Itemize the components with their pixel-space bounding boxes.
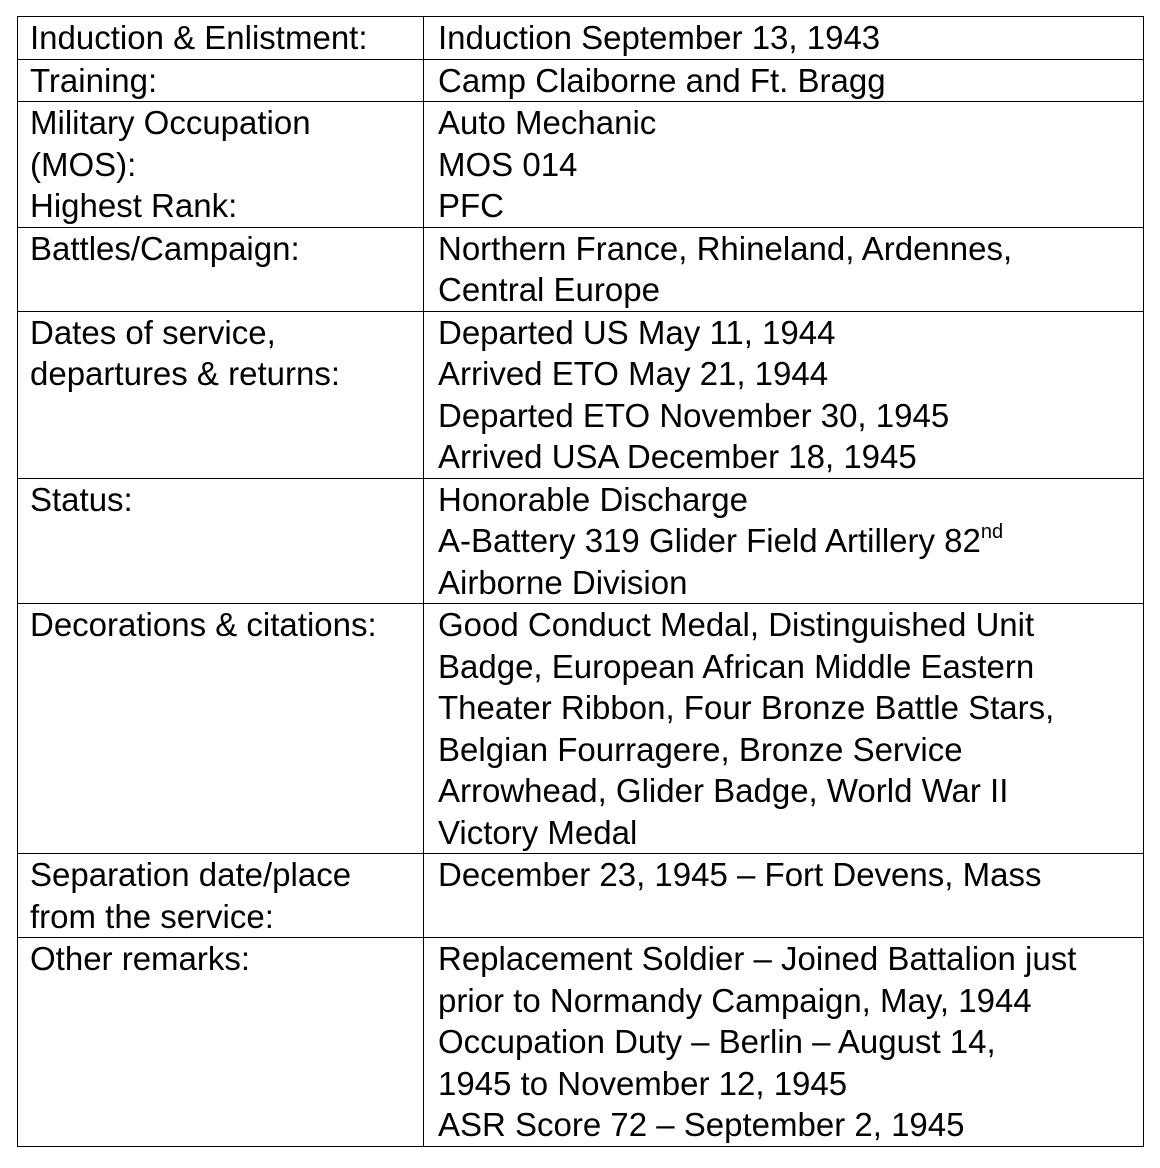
value-line xyxy=(438,520,1143,562)
label-line: (MOS): xyxy=(30,145,137,183)
row-value xyxy=(424,938,1144,1147)
label-line: Status: xyxy=(30,480,133,518)
row-value xyxy=(424,478,1144,604)
record-row-dates xyxy=(18,311,1144,478)
value-line: Belgian Fourragere, Bronze Service xyxy=(438,730,963,768)
value-line: Replacement Soldier – Joined Battalion just xyxy=(438,940,1077,977)
row-label xyxy=(18,854,424,938)
label-line: Decorations & citations: xyxy=(30,606,377,643)
value-line: Honorable Discharge xyxy=(438,480,749,518)
value-line: prior to Normandy Campaign, May, 1944 xyxy=(438,981,1032,1019)
label-line: Dates of service, xyxy=(30,313,276,351)
label-line: Other remarks: xyxy=(30,940,251,977)
row-label xyxy=(18,938,424,1147)
row-value xyxy=(424,227,1144,311)
row-label xyxy=(18,227,424,311)
value-line: December 23, 1945 – Fort Devens, Mass xyxy=(438,856,1042,893)
row-value xyxy=(424,102,1144,228)
value-line: Departed ETO November 30, 1945 xyxy=(438,396,950,434)
label-line: departures & returns: xyxy=(30,355,340,392)
record-row-induction xyxy=(18,17,1144,60)
row-value xyxy=(424,17,1144,60)
row-label xyxy=(18,604,424,854)
value-line: Good Conduct Medal, Distinguished Unit xyxy=(438,606,1035,643)
row-value xyxy=(424,854,1144,938)
row-label xyxy=(18,478,424,604)
label-line: Training: xyxy=(30,61,158,99)
record-row-separation xyxy=(18,854,1144,938)
service-record-table xyxy=(17,16,1144,1147)
value-line: Occupation Duty – Berlin – August 14, xyxy=(438,1023,996,1060)
label-line: Separation date/place xyxy=(30,856,352,893)
label-line: Battles/Campaign: xyxy=(30,229,300,267)
row-label xyxy=(18,102,424,228)
label-line: Induction & Enlistment: xyxy=(30,19,368,56)
ordinal-suffix: nd xyxy=(980,521,1004,543)
value-line: Theater Ribbon, Four Bronze Battle Stars, xyxy=(438,689,1055,726)
record-row-status xyxy=(18,478,1144,604)
value-line: Airborne Division xyxy=(438,563,688,601)
row-label xyxy=(18,59,424,102)
value-line: PFC xyxy=(438,187,504,224)
value-line: Camp Claiborne and Ft. Bragg xyxy=(438,61,886,99)
value-line: Central Europe xyxy=(438,271,660,308)
value-line: ASR Score 72 – September 2, 1945 xyxy=(438,1106,965,1143)
row-value xyxy=(424,59,1144,102)
record-row-remarks xyxy=(18,938,1144,1147)
value-line: Induction September 13, 1943 xyxy=(438,19,881,56)
value-line: Victory Medal xyxy=(438,813,638,851)
record-row-battles xyxy=(18,227,1144,311)
value-line: 1945 to November 12, 1945 xyxy=(438,1064,848,1102)
row-label xyxy=(18,17,424,60)
value-line: Badge, European African Middle Eastern xyxy=(438,647,1035,685)
record-row-training xyxy=(18,59,1144,102)
label-line: Highest Rank: xyxy=(30,187,238,224)
row-label xyxy=(18,311,424,478)
value-line: Northern France, Rhineland, Ardennes, xyxy=(438,229,1013,267)
row-value xyxy=(424,311,1144,478)
row-value xyxy=(424,604,1144,854)
label-line: Military Occupation xyxy=(30,104,311,141)
record-row-decorations xyxy=(18,604,1144,854)
unit-text: A-Battery 319 Glider Field Artillery 82 xyxy=(438,522,981,559)
value-line: Auto Mechanic xyxy=(438,104,657,141)
record-row-occupation xyxy=(18,102,1144,228)
value-line: Arrowhead, Glider Badge, World War II xyxy=(438,772,1009,809)
value-line: Arrived USA December 18, 1945 xyxy=(438,438,917,475)
value-line: MOS 014 xyxy=(438,145,578,183)
value-line: Arrived ETO May 21, 1944 xyxy=(438,355,829,392)
label-line: from the service: xyxy=(30,897,274,935)
value-line: Departed US May 11, 1944 xyxy=(438,313,836,351)
